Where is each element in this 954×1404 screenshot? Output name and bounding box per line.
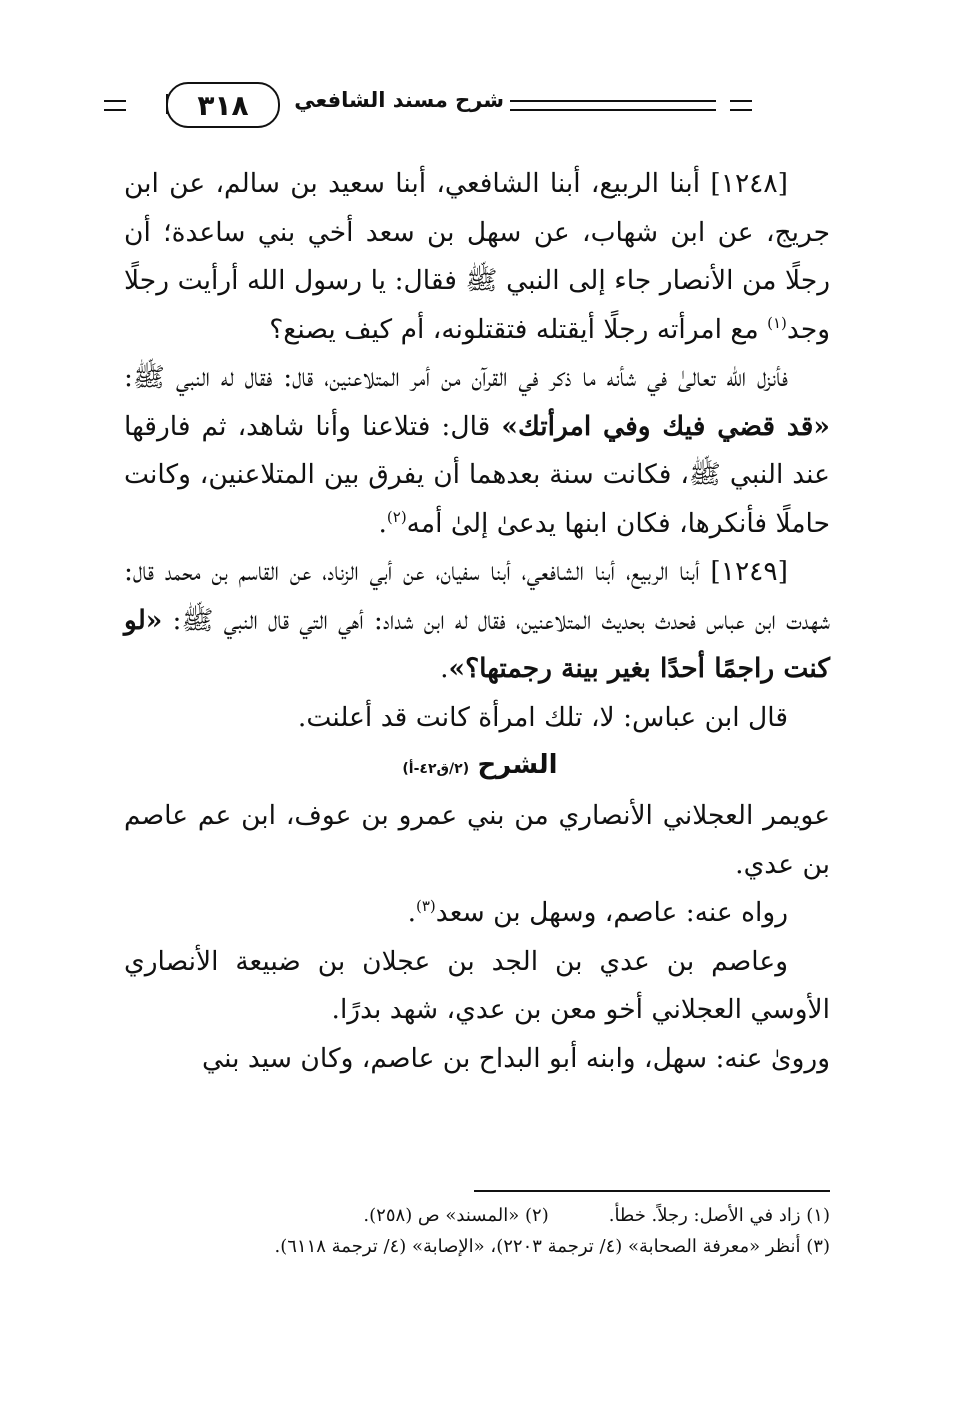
sharh-heading-line: [124, 742, 830, 792]
page-header: [100, 78, 840, 134]
main-text: [124, 160, 830, 1083]
footnote-separator: [474, 1190, 830, 1192]
footnote-2: (٢) «المسند» ص (٢٥٨).: [363, 1205, 549, 1226]
sharh-heading: الشرح: [477, 750, 558, 780]
hadith-1249-text: [١٢٤٩] أبنا الربيع، أبنا الشافعي، أبنا سفيان، عن أبي الزناد، عن القاسم بن محمد قال: شهدت ابن عباس فحدث بحديث المتلاعنين، فقال له ابن شداد: أهي التي قال النبي ﷺ:: [124, 556, 830, 636]
commentary-uwaymir: عويمر العجلاني الأنصاري من بني عمرو بن عوف، ابن عم عاصم بن عدي.: [124, 800, 830, 880]
footnote-1: (١) زاد في الأصل: رجلاً. خطأ.: [608, 1205, 830, 1226]
commentary-narrators-text: رواه عنه: عاصم، وسهل بن سعد: [435, 897, 788, 928]
hadith-1248: [124, 160, 830, 354]
hadith-1249: [124, 548, 830, 694]
footnote-marker-1: (١): [767, 313, 787, 332]
page-number: ٣١٨: [166, 82, 280, 128]
running-title: شرح مسند الشافعي: [288, 88, 510, 112]
header-rule-left: [104, 100, 126, 111]
revelation-text-2: قال: فتلاعنا وأنا شاهد، ثم فارقها عند النبي ﷺ، فكانت سنة بعدهما أن يفرق بين المتلاعنين، وكانت حاملًا فأنكرها، فكان ابنها يدعىٰ إلىٰ أمه: [124, 410, 830, 539]
header-rule-right: [730, 100, 752, 111]
footnote-3: (٣) أنظر «معرفة الصحابة» (٤/ ترجمة ٢٢٠٣)، «الإصابة» (٤/ ترجمة ٦١١٨).: [274, 1236, 830, 1257]
ibn-abbas-reply: قال ابن عباس: لا، تلك امرأة كانت قد أعلنت.: [297, 701, 788, 733]
hadith-1248-text-2: مع امرأته رجلًا أيقتله فتقتلونه، أم كيف يصنع؟: [269, 313, 768, 345]
revelation-text-1: فأنزل الله تعالىٰ في شأنه ما ذكر في القرآن من أمر المتلاعنين، قال: فقال له النبي ﷺ:: [124, 362, 788, 393]
footnote-marker-2: (٢): [386, 507, 407, 526]
commentary-asim: وعاصم بن عدي بن الجد بن عجلان بن ضبيعة الأنصاري الأوسي العجلاني أخو معن بن عدي، شهد بدرًا.: [124, 945, 830, 1025]
footnotes: [120, 1200, 830, 1262]
hadith-1248-text-1: [١٢٤٨] أبنا الربيع، أبنا الشافعي، أبنا سعيد بن سالم، عن ابن جريج، عن ابن شهاب، عن سهل بن سعد أخي بني ساعدة؛ أن رجلًا من الأنصار جاء إلى النبي ﷺ فقال: يا رسول الله أرأيت رجلًا وجد: [124, 168, 830, 345]
revelation-end: .: [378, 507, 387, 539]
hadith-1249-end: .: [440, 653, 449, 684]
prophet-quote-1: «قد قضي فيك وفي امرأتك»: [501, 410, 830, 442]
footnote-marker-3: (٣): [416, 897, 436, 916]
commentary-narrators: [124, 889, 830, 938]
commentary-narrated-from: وروىٰ عنه: سهل، وابنه أبو البداح بن عاصم، وكان سيد بني: [202, 1042, 830, 1074]
footnote-row-1: [120, 1200, 830, 1231]
paragraph-revelation: [124, 354, 830, 548]
commentary-narrators-end: .: [407, 897, 416, 928]
prophet-quote-2: «لو كنت راجمًا أحدًا بغير بينة رجمتها؟»: [124, 604, 830, 684]
manuscript-ref: (٢/ق٤٢-أ): [402, 761, 470, 777]
